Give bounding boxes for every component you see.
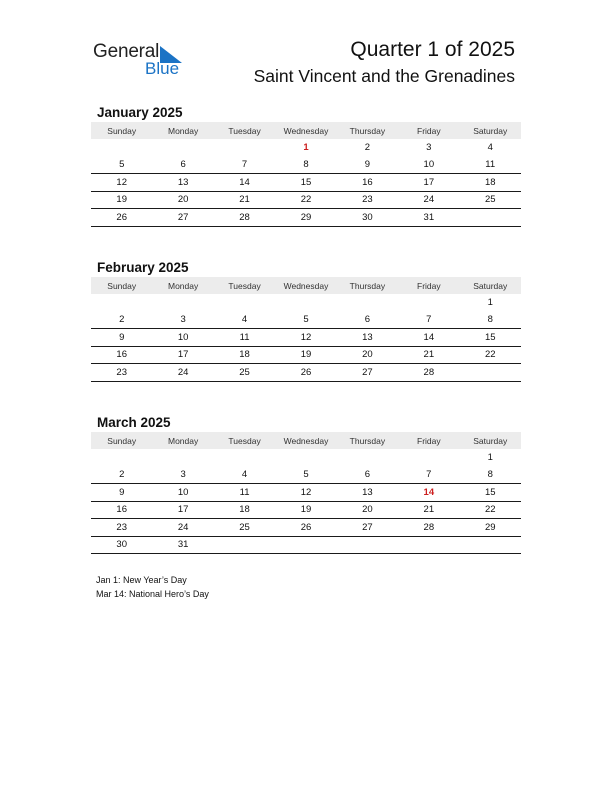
weekday-label: Saturday [473,125,508,136]
day-cell: 25 [484,194,496,206]
day-cell: 28 [423,521,435,533]
week-row [91,192,521,210]
day-cell: 14 [423,486,435,498]
weekday-label: Monday [168,280,199,291]
day-cell: 27 [362,366,373,378]
day-cell: 23 [116,521,127,533]
day-cell: 4 [487,142,493,154]
day-cell: 9 [119,331,125,343]
holiday-note: Jan 1: New Year’s Day [96,575,187,585]
day-cell: 22 [484,504,496,516]
holiday-notes [96,573,209,601]
weekday-header [91,432,521,449]
day-cell: 20 [362,504,373,516]
day-cell: 16 [116,504,127,516]
day-cell: 2 [364,142,371,154]
week-row [91,484,521,502]
day-cell: 23 [116,366,127,378]
day-cell: 1 [487,452,493,464]
week-row [91,294,521,312]
day-cell: 28 [423,366,435,378]
week-row [91,537,521,555]
day-cell: 4 [241,314,248,326]
day-cell: 5 [303,469,309,481]
day-cell: 22 [300,194,312,206]
day-cell: 13 [362,331,373,343]
day-cell: 18 [239,349,250,361]
weekday-label: Saturday [473,280,508,291]
day-cell: 31 [423,211,435,223]
day-cell: 11 [239,486,250,498]
week-row [91,157,521,175]
week-row [91,364,521,382]
day-cell: 1 [487,297,493,309]
day-cell: 8 [487,314,493,326]
weekday-label: Saturday [473,435,508,446]
day-cell: 18 [484,176,496,188]
day-cell: 17 [177,504,189,516]
day-cell: 13 [177,176,189,188]
weekday-label: Wednesday [283,125,329,136]
weekday-label: Thursday [349,125,386,136]
weekday-label: Friday [417,280,441,291]
month-january [91,103,521,227]
day-cell: 16 [116,349,127,361]
day-cell: 9 [119,486,125,498]
day-cell: 6 [364,469,371,481]
day-cell: 4 [241,469,248,481]
day-cell: 26 [300,521,312,533]
day-cell: 10 [177,486,189,498]
weekday-label: Tuesday [228,280,261,291]
weekday-label: Wednesday [283,435,329,446]
logo [93,41,193,81]
weekday-label: Thursday [349,280,386,291]
day-cell: 27 [177,211,189,223]
weekday-label: Friday [417,125,441,136]
week-row [91,519,521,537]
weekday-label: Friday [417,435,441,446]
week-row [91,329,521,347]
month-march [91,413,521,554]
day-cell: 2 [119,314,125,326]
week-row [91,139,521,157]
day-cell: 19 [300,504,312,516]
weekday-header [91,277,521,294]
day-cell: 29 [300,211,312,223]
day-cell: 3 [426,142,432,154]
day-cell: 3 [180,469,186,481]
day-cell: 5 [303,314,309,326]
day-cell: 12 [300,331,312,343]
day-cell: 22 [484,349,496,361]
day-cell: 20 [362,349,373,361]
day-cell: 21 [423,349,435,361]
week-row [91,312,521,330]
day-cell: 15 [484,486,496,498]
day-cell: 7 [241,159,248,171]
weekday-label: Thursday [349,435,386,446]
holiday-note: Mar 14: National Hero’s Day [96,589,209,599]
day-cell: 25 [239,521,250,533]
day-cell: 16 [362,176,373,188]
day-cell: 14 [239,176,250,188]
weekday-label: Monday [168,435,199,446]
weekday-label: Sunday [107,280,137,291]
day-cell: 17 [177,349,189,361]
weekday-header [91,122,521,139]
day-cell: 7 [426,469,432,481]
day-cell: 15 [300,176,312,188]
day-cell: 23 [362,194,373,206]
day-cell: 18 [239,504,250,516]
week-row [91,467,521,485]
weekday-label: Sunday [107,435,137,446]
weekday-label: Tuesday [228,435,261,446]
day-cell: 19 [116,194,127,206]
day-cell: 24 [177,366,189,378]
logo-text-general: General [93,41,160,62]
weekday-label: Wednesday [283,280,329,291]
day-cell: 29 [484,521,496,533]
day-cell: 19 [300,349,312,361]
day-cell: 5 [119,159,125,171]
day-cell: 25 [239,366,250,378]
week-row [91,502,521,520]
day-cell: 11 [239,331,250,343]
page-title: Quarter 1 of 2025 [350,38,515,61]
day-cell: 6 [364,314,371,326]
day-cell: 7 [426,314,432,326]
weekday-label: Monday [168,125,199,136]
weekday-label: Tuesday [228,125,261,136]
week-row [91,209,521,227]
day-cell: 13 [362,486,373,498]
day-cell: 11 [485,159,496,171]
day-cell: 1 [303,142,309,154]
day-cell: 21 [423,504,435,516]
day-cell: 24 [423,194,435,206]
day-cell: 6 [180,159,186,171]
month-title: March 2025 [97,415,171,430]
day-cell: 10 [423,159,435,171]
day-cell: 30 [116,539,127,551]
day-cell: 12 [300,486,312,498]
day-cell: 21 [239,194,250,206]
page-subtitle: Saint Vincent and the Grenadines [253,66,515,86]
day-cell: 17 [423,176,435,188]
day-cell: 31 [177,539,189,551]
day-cell: 27 [362,521,373,533]
week-row [91,347,521,365]
day-cell: 20 [177,194,189,206]
day-cell: 2 [119,469,125,481]
day-cell: 3 [180,314,186,326]
day-cell: 28 [239,211,250,223]
day-cell: 10 [177,331,189,343]
day-cell: 24 [177,521,189,533]
day-cell: 26 [116,211,127,223]
day-cell: 12 [116,176,127,188]
week-row [91,174,521,192]
day-cell: 9 [364,159,371,171]
month-title: January 2025 [97,105,183,120]
day-cell: 30 [362,211,373,223]
month-title: February 2025 [97,260,189,275]
day-cell: 15 [484,331,496,343]
day-cell: 8 [303,159,309,171]
day-cell: 8 [487,469,493,481]
logo-text-blue: Blue [145,59,180,78]
weekday-label: Sunday [107,125,137,136]
day-cell: 14 [423,331,435,343]
week-row [91,449,521,467]
month-february [91,258,521,382]
day-cell: 26 [300,366,312,378]
